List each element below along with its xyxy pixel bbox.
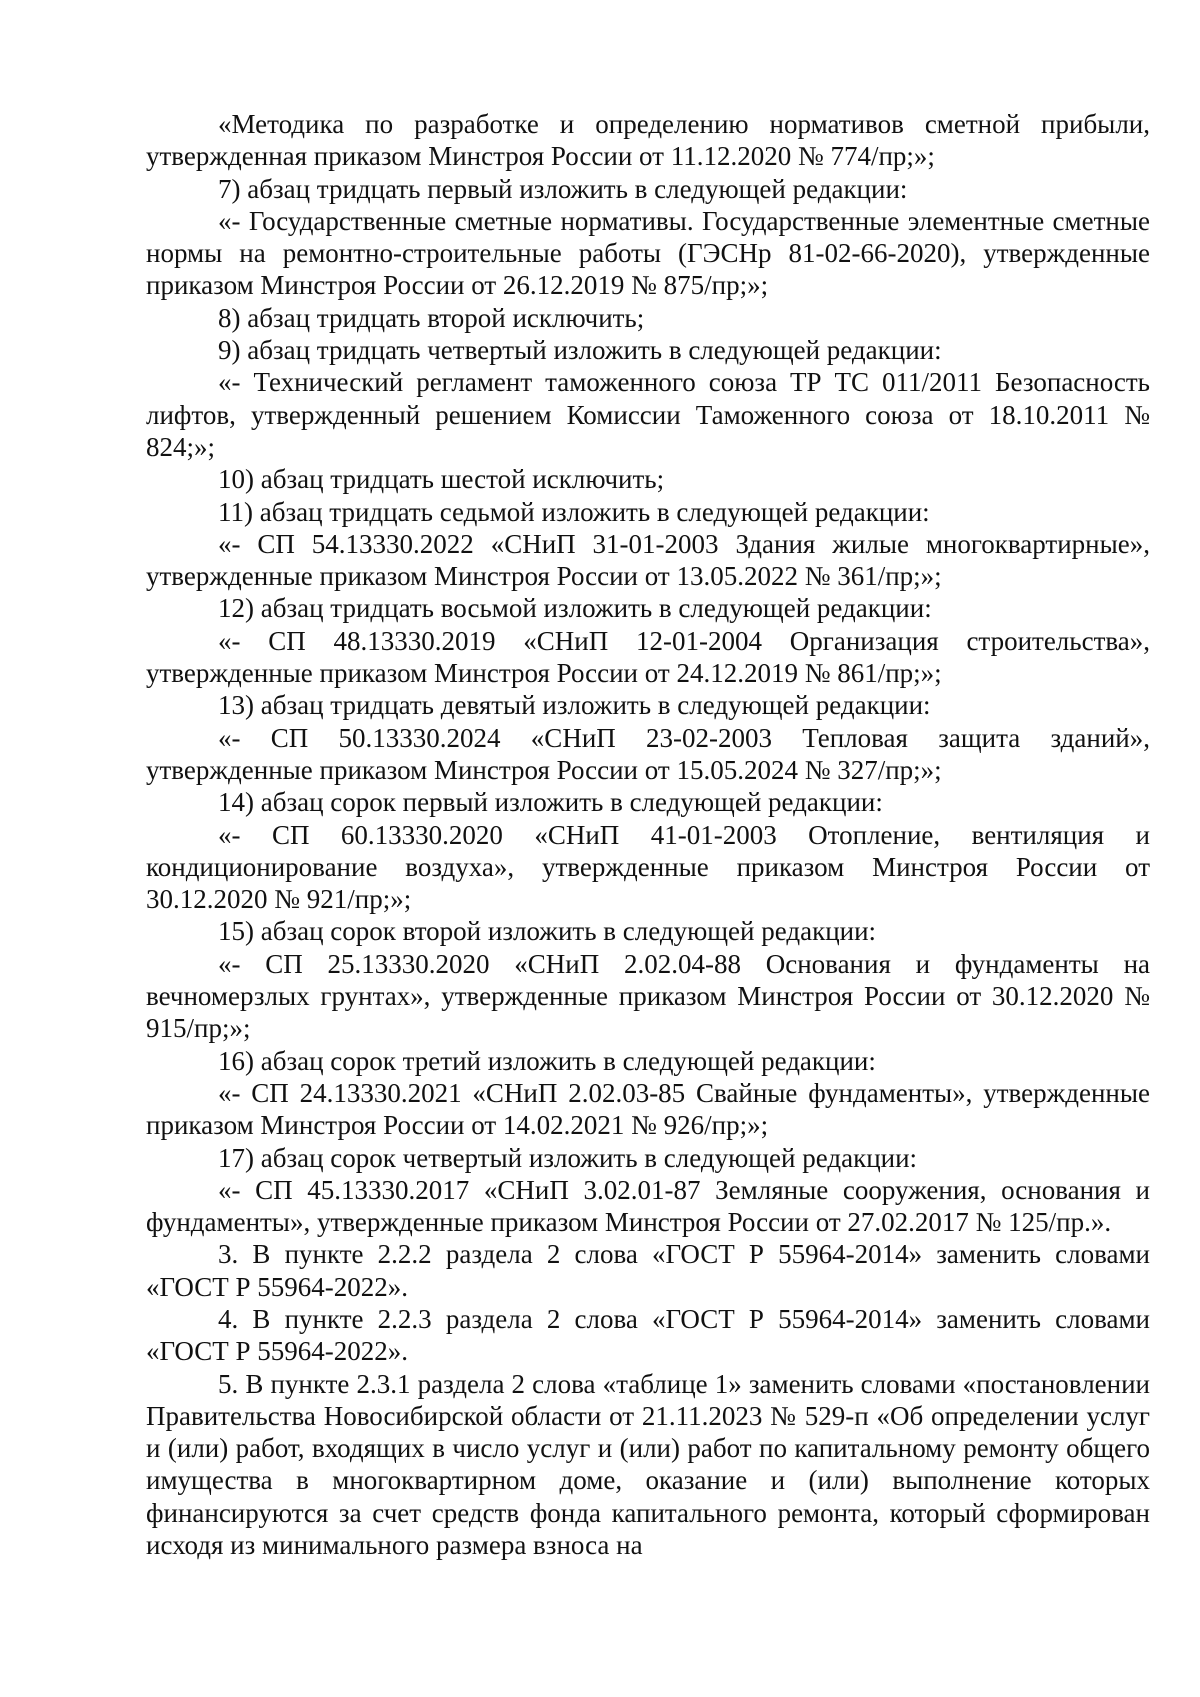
paragraph-clause-4: 4. В пункте 2.2.3 раздела 2 слова «ГОСТ Р 55964-2014» заменить словами «ГОСТ Р 55964-2022». [146,1303,1150,1367]
paragraph-item-17-text: «- СП 45.13330.2017 «СНиП 3.02.01-87 Земляные сооружения, основания и фундаменты», утвержденные приказом Минстроя России от 27.02.2017 № 125/пр.». [146,1174,1150,1238]
paragraph-item-11-text: «- СП 54.13330.2022 «СНиП 31-01-2003 Здания жилые многоквартирные», утвержденные приказом Минстроя России от 13.05.2022 № 361/пр;»; [146,528,1150,592]
paragraph-item-7: 7) абзац тридцать первый изложить в следующей редакции: [218,173,908,204]
paragraph-methodology-quote: «Методика по разработке и определению нормативов сметной прибыли, утвержденная приказом Минстроя России от 11.12.2020 № 774/пр;»; [146,109,1150,172]
paragraph-item-9: 9) абзац тридцать четвертый изложить в следующей редакции: [218,335,942,366]
paragraph-item-14: 14) абзац сорок первый изложить в следующей редакции: [218,787,883,818]
paragraph-item-7-text: «- Государственные сметные нормативы. Государственные элементные сметные нормы на ремонтно-строительные работы (ГЭСНр 81-02-66-2020), утвержденные приказом Минстроя России от 26.12.2019 № 875/пр;»; [146,205,1150,301]
paragraph-item-13-text: «- СП 50.13330.2024 «СНиП 23-02-2003 Тепловая защита зданий», утвержденные приказом Минстроя России от 15.05.2024 № 327/пр;»; [146,722,1150,785]
paragraph-item-13: 13) абзац тридцать девятый изложить в следующей редакции: [218,690,931,721]
document-page [146,108,1150,1561]
paragraph-item-16-text: «- СП 24.13330.2021 «СНиП 2.02.03-85 Свайные фундаменты», утвержденные приказом Минстроя России от 14.02.2021 № 926/пр;»; [146,1077,1150,1141]
paragraph-item-10: 10) абзац тридцать шестой исключить; [218,464,665,495]
paragraph-item-9-text: «- Технический регламент таможенного союза ТР ТС 011/2011 Безопасность лифтов, утвержденный решением Комиссии Таможенного союза от 18.10.2011 № 824;»; [146,367,1150,462]
paragraph-item-8: 8) абзац тридцать второй исключить; [218,302,645,333]
paragraph-clause-5: 5. В пункте 2.3.1 раздела 2 слова «таблице 1» заменить словами «постановлении Правительства Новосибирской области от 21.11.2023 № 529-п «Об определении услуг и (или) работ, входящих в число услуг и (или) работ по капитальному ремонту общего имущества в многоквартирном доме, оказание и (или) выполнение которых финансируются за счет средств фонда капитального ремонта, который сформирован исходя из минимального размера взноса на [146,1368,1150,1561]
paragraph-item-14-text: «- СП 60.13330.2020 «СНиП 41-01-2003 Отопление, вентиляция и кондиционирование воздуха», утвержденные приказом Минстроя России от 30.12.2020 № 921/пр;»; [146,819,1150,915]
paragraph-clause-3: 3. В пункте 2.2.2 раздела 2 слова «ГОСТ Р 55964-2014» заменить словами «ГОСТ Р 55964-2022». [146,1239,1150,1302]
paragraph-item-12-text: «- СП 48.13330.2019 «СНиП 12-01-2004 Организация строительства», утвержденные приказом Минстроя России от 24.12.2019 № 861/пр;»; [146,625,1150,689]
paragraph-item-15: 15) абзац сорок второй изложить в следующей редакции: [218,916,877,947]
paragraph-item-17: 17) абзац сорок четвертый изложить в следующей редакции: [218,1142,918,1173]
paragraph-item-11: 11) абзац тридцать седьмой изложить в следующей редакции: [218,496,930,527]
paragraph-item-12: 12) абзац тридцать восьмой изложить в следующей редакции: [218,593,932,624]
paragraph-item-15-text: «- СП 25.13330.2020 «СНиП 2.02.04-88 Основания и фундаменты на вечномерзлых грунтах», утвержденные приказом Минстроя России от 30.12.2020 № 915/пр;»; [146,948,1150,1044]
paragraph-item-16: 16) абзац сорок третий изложить в следующей редакции: [218,1045,876,1076]
